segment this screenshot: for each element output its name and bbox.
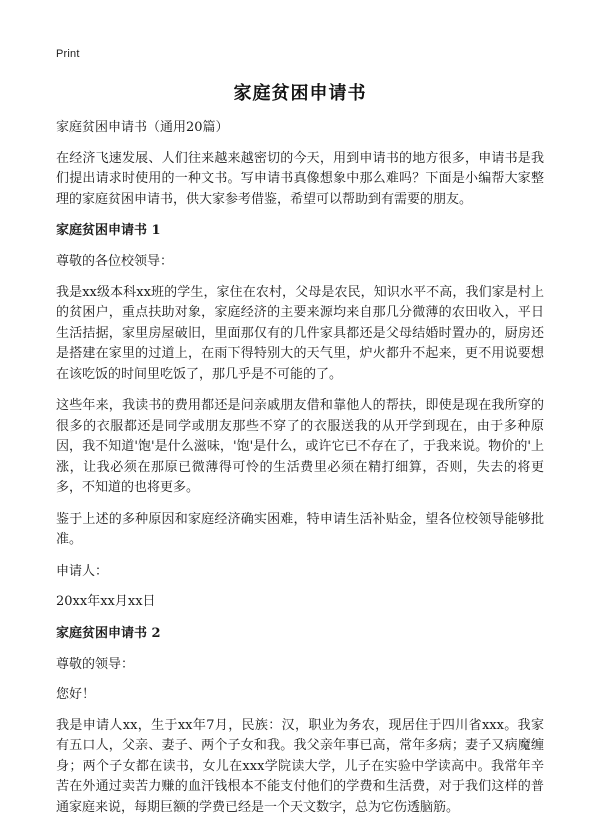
document-subtitle: 家庭贫困申请书（通用20篇） — [56, 120, 229, 135]
document-body — [56, 118, 544, 829]
body-paragraph: 这些年来，我读书的费用都还是问亲戚朋友借和靠他人的帮扶，即使是现在我所穿的很多的衣服都还是同学或朋友那些不穿了的衣服送我的从开学到现在，由于多种原因，我不知道'饱'是什么滋味，'饱'是什么，或许它已不存在了，于我来说。物价的'上涨，让我必须在那原已微薄得可怜的生活费里必须在精打细算，否则，失去的将更多，不知道的也将更多。 — [56, 398, 544, 495]
body-paragraph: 鉴于上述的多种原因和家庭经济确实困难，特申请生活补贴金，望各位校领导能够批准。 — [56, 511, 544, 547]
date-line: 20xx年xx月xx日 — [56, 594, 156, 609]
greeting: 您好！ — [56, 687, 96, 702]
section-heading-2: 家庭贫困申请书 2 — [56, 625, 161, 641]
salutation-2: 尊敬的领导： — [56, 656, 135, 672]
salutation-1: 尊敬的各位校领导： — [56, 254, 174, 269]
body-paragraph: 我是xx级本科xx班的学生，家住在农村，父母是农民，知识水平不高，我们家是村上的贫困户，重点扶助对象，家庭经济的主要来源均来自那几分微薄的农田收入，平日生活拮据，家里房屋破旧，里面那仅有的几件家具都还是父母结婚时置办的，厨房还是搭建在家里的过道上，在雨下得特别大的天气里，炉火都升不起来，更不用说要想在该吃饭的时间里吃饭了，那几乎是不可能的了。 — [56, 284, 544, 382]
document-title: 家庭贫困申请书 — [233, 83, 367, 104]
print-link[interactable]: Print — [56, 48, 80, 60]
section-heading-1: 家庭贫困申请书 1 — [56, 223, 161, 238]
intro-paragraph: 在经济飞速发展、人们往来越来越密切的今天，用到申请书的地方很多，申请书是我们提出请求时使用的一种文书。写申请书真像想象中那么难吗？下面是小编帮大家整理的家庭贫困申请书，供大家参考借鉴，希望可以帮助到有需要的朋友。 — [56, 150, 544, 207]
applicant-label: 申请人： — [56, 563, 109, 579]
body-paragraph: 我是申请人xx，生于xx年7月，民族：汉，职业为务农，现居住于四川省xxx。我家有五口人，父亲、妻子、两个子女和我。我父亲年事已高，常年多病；妻子又病魔缠身；两个子女都在读书，女儿在xxx学院读大学，儿子在实验中学读高中。我常年辛苦在外通过卖苦力赚的血汗钱根本不能支付他们的学费和生活费，对于我们这样的普通家庭来说，每期巨额的学费已经是一个天文数字，总为它伤透脑筋。 — [56, 717, 544, 815]
